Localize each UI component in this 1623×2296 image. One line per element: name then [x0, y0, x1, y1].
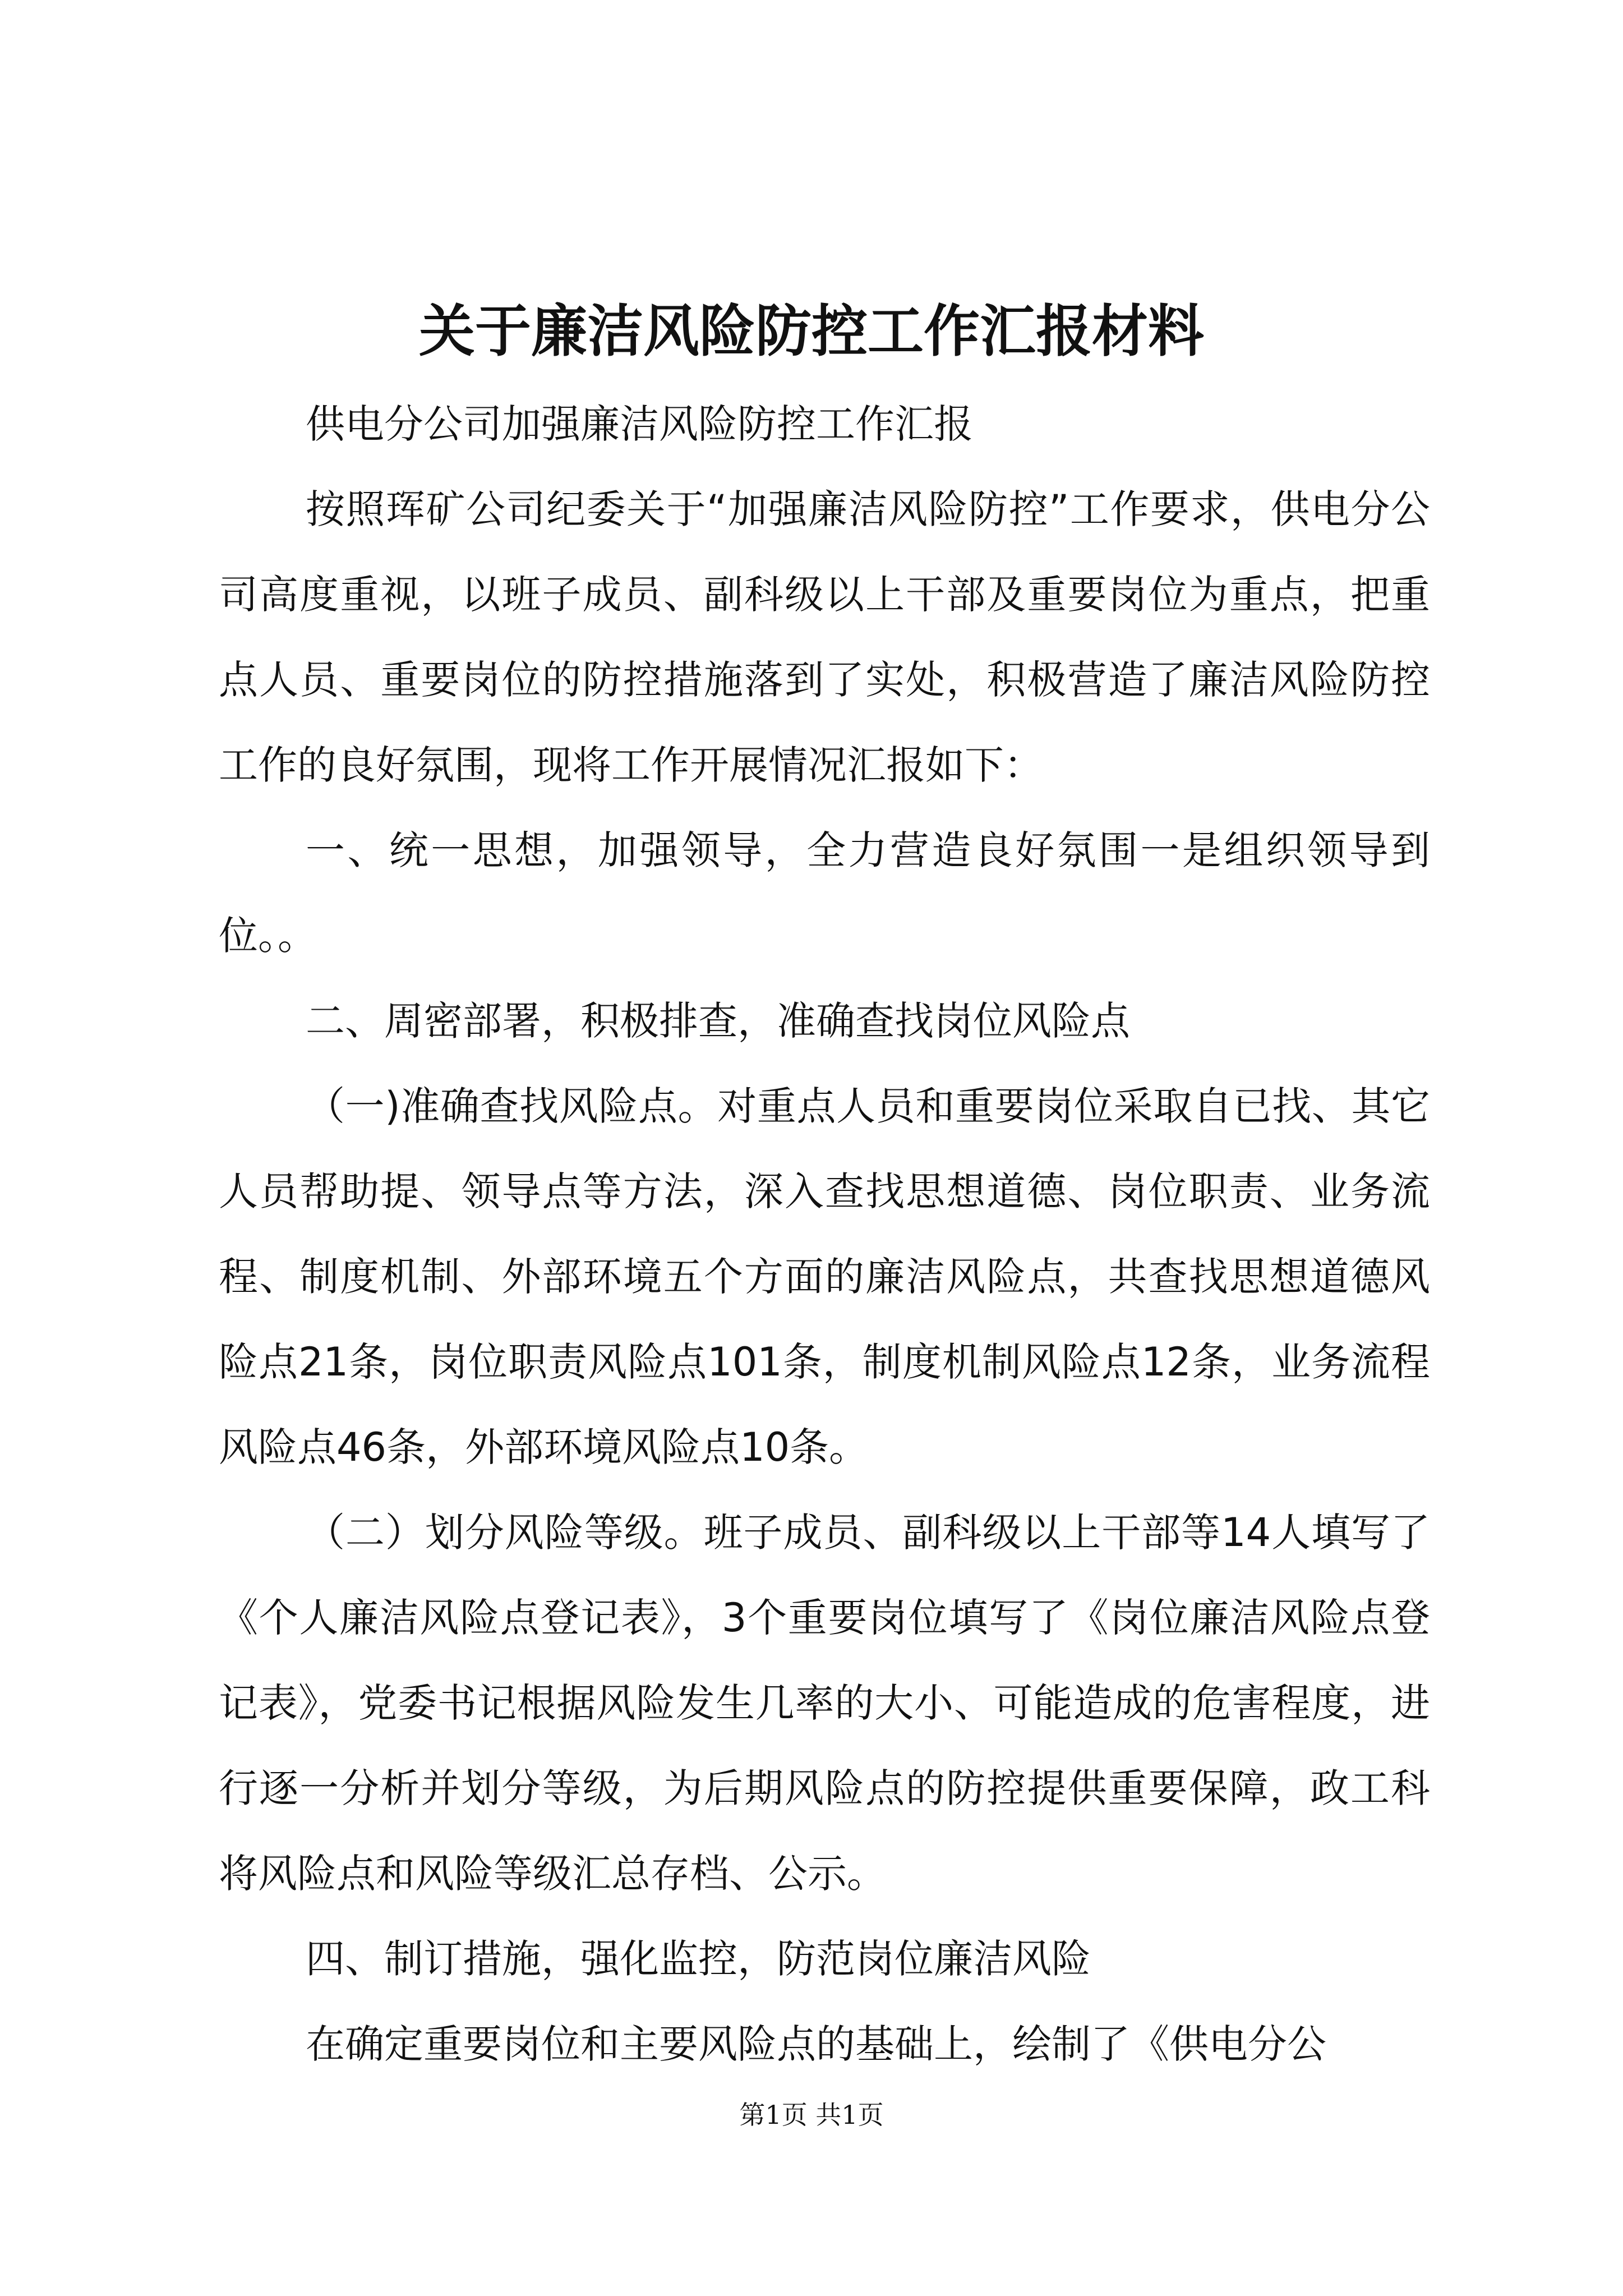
paragraph-item-one: （一)准确查找风险点。对重点人员和重要岗位采取自已找、其它人员帮助提、领导点等方法，深入查找思想道德、岗位职责、业务流程、制度机制、外部环境五个方面的廉洁风险点，共查找思想道德风险点21条，岗位职责风险点101条，制度机制风险点12条，业务流程风险点46条，外部环境风险点10条。 — [219, 1083, 1430, 1470]
paragraph-item-two: （二）划分风险等级。班子成员、副科级以上干部等14人填写了《个人廉洁风险点登记表》，3个重要岗位填写了《岗位廉洁风险点登记表》，党委书记根据风险发生几率的大小、可能造成的危害程度，进行逐一分析并划分等级，为后期风险点的防控提供重要保障，政工科将风险点和风险等级汇总存档、公示。 — [219, 1510, 1430, 1897]
document-title: 关于廉洁风险防控工作汇报材料 — [419, 298, 1204, 364]
paragraph-section-four: 四、制订措施，强化监控，防范岗位廉洁风险 — [306, 1936, 1091, 1982]
paragraph-intro: 按照珲矿公司纪委关于“加强廉洁风险防控”工作要求，供电分公司高度重视，以班子成员、副科级以上干部及重要岗位为重点，把重点人员、重要岗位的防控措施落到了实处，积极营造了廉洁风险防控工作的良好氛围，现将工作开展情况汇报如下： — [219, 486, 1430, 788]
paragraph-section-two: 二、周密部署，积极排查，准确查找岗位风险点 — [306, 998, 1130, 1044]
paragraph-closing: 在确定重要岗位和主要风险点的基础上，绘制了《供电分公 — [306, 2021, 1326, 2067]
paragraph-subtitle: 供电分公司加强廉洁风险防控工作汇报 — [306, 401, 973, 447]
document-body — [219, 381, 1430, 2087]
paragraph-section-one: 一、统一思想，加强领导，全力营造良好氛围一是组织领导到位。。 — [219, 827, 1430, 959]
page-number-footer: 第1页 共1页 — [739, 2100, 884, 2130]
